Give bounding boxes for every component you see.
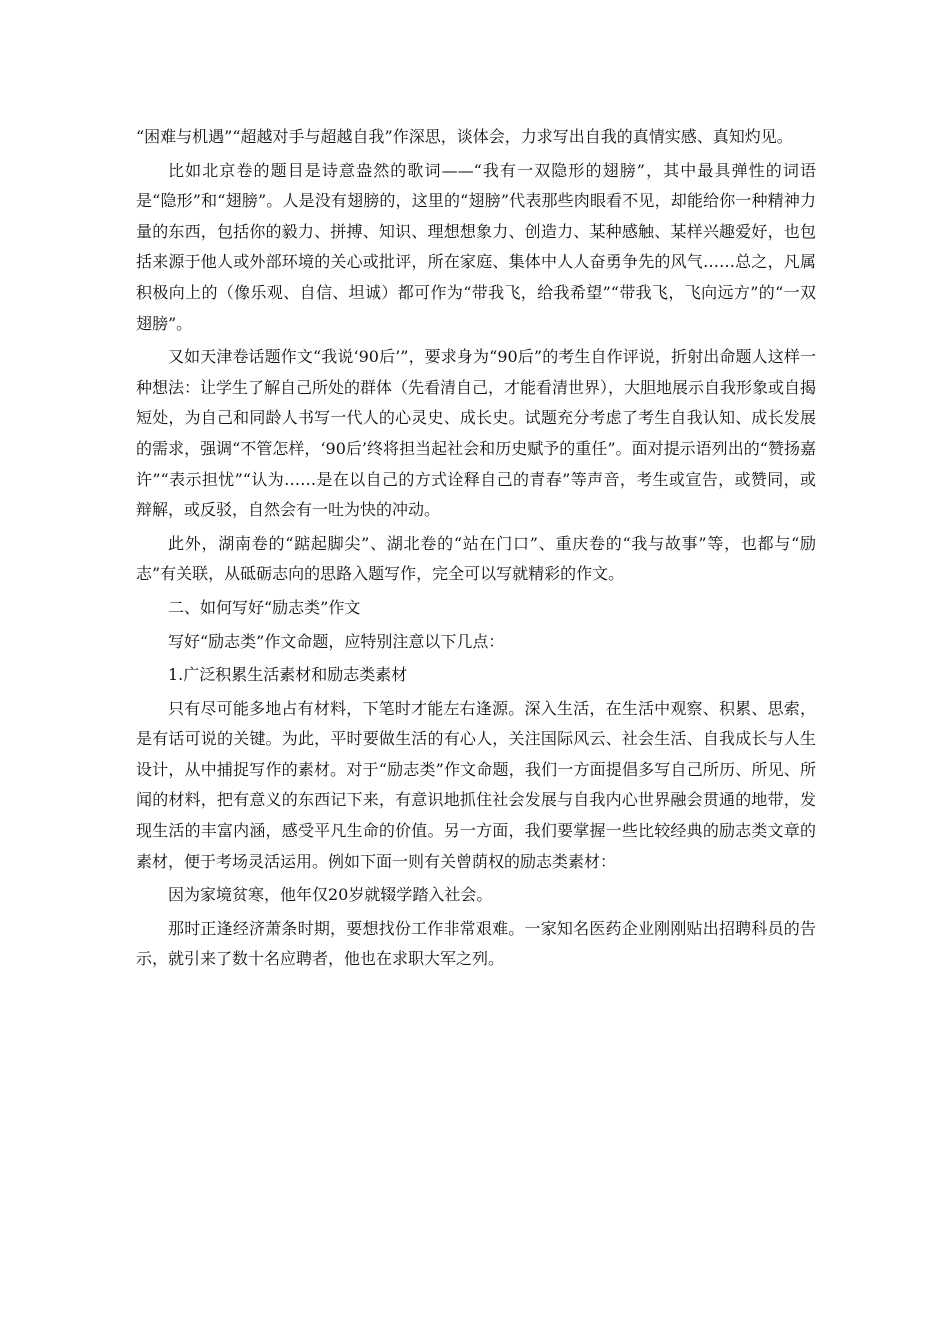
paragraph-intro: 写好“励志类”作文命题，应特别注意以下几点： bbox=[168, 631, 505, 651]
paragraph-5: 只有尽可能多地占有材料，下笔时才能左右逢源。深入生活，在生活中观察、积累、思索，是有话可说的关键。为此，平时要做生活的有心人，关注国际风云、社会生活、自我成长与人生设计，从中捕捉写作的素材。对于“励志类”作文命题，我们一方面提倡多写自己所历、所见、所闻的材料，把有意义的东西记下来，有意识地抓住社会发展与自我内心世界融会贯通的地带，发现生活的丰富内涵，感受平凡生命的价值。另一方面，我们要掌握一些比较经典的励志类文章的素材，便于考场灵活运用。例如下面一则有关曾荫权的励志类素材： bbox=[136, 698, 816, 871]
paragraph-1: “困难与机遇”“超越对手与超越自我”作深思，谈体会，力求写出自我的真情实感、真知灼见。 bbox=[136, 127, 793, 146]
subheading-1: 1.广泛积累生活素材和励志类素材 bbox=[168, 665, 408, 685]
paragraph-3: 又如天津卷话题作文“我说‘90后’”，要求身为“90后”的考生自作评说，折射出命题人这样一种想法：让学生了解自己所处的群体（先看清自己，才能看清世界），大胆地展示自我形象或自揭短处，为自己和同龄人书写一代人的心灵史、成长史。试题充分考虑了考生自我认知、成长发展的需求，强调“不管怎样，‘90后’终将担当起社会和历史赋予的重任”。面对提示语列出的“赞扬嘉许”“表示担忧”“认为……是在以自己的方式诠释自己的青春”等声音，考生或宣告，或赞同，或辩解，或反驳，自然会有一吐为快的冲动。 bbox=[136, 347, 817, 520]
section-heading: 二、如何写好“励志类”作文 bbox=[168, 597, 361, 617]
paragraph-2: 比如北京卷的题目是诗意盎然的歌词——“我有一双隐形的翅膀”，其中最具弹性的词语是“隐形”和“翅膀”。人是没有翅膀的，这里的“翅膀”代表那些肉眼看不见，却能给你一种精神力量的东西，包括你的毅力、拼搏、知识、理想想象力、创造力、某种感触、某样兴趣爱好，也包括来源于他人或外部环境的关心或批评，所在家庭、集体中人人奋勇争先的风气……总之，凡属积极向上的（像乐观、自信、坦诚）都可作为“带我飞，给我希望”“带我飞，飞向远方”的“一双翅膀”。 bbox=[136, 160, 816, 333]
paragraph-4: 此外，湖南卷的“踮起脚尖”、湖北卷的“站在门口”、重庆卷的“我与故事”等，也都与“励志”有关联，从砥砺志向的思路入题写作，完全可以写就精彩的作文。 bbox=[136, 533, 816, 584]
paragraph-7: 那时正逢经济萧条时期，要想找份工作非常艰难。一家知名医药企业刚刚贴出招聘科员的告示，就引来了数十名应聘者，他也在求职大军之列。 bbox=[136, 918, 816, 969]
paragraph-6: 因为家境贫寒，他年仅20岁就辍学踏入社会。 bbox=[168, 885, 493, 905]
document-page bbox=[136, 122, 816, 978]
